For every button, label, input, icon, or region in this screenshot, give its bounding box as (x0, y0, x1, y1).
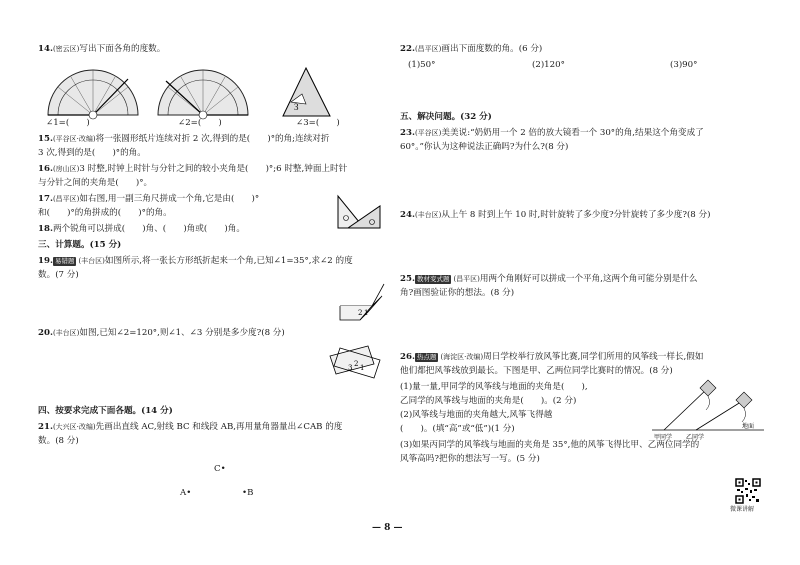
angle-label-2: 2 (354, 360, 359, 368)
student-yi-label: 乙同学 (686, 434, 705, 441)
ground-label: 地面 (742, 423, 755, 430)
angle-label-1: 1 (360, 364, 365, 372)
kite-figure (648, 378, 768, 440)
point-c: C• (214, 464, 226, 474)
hard-question-badge: 易错题 (54, 257, 75, 265)
angle-item-1: (1)50° (408, 60, 436, 70)
question-26-part-1b: 乙同学的风筝线与地面的夹角是( )。(2 分) (400, 396, 577, 406)
question-25: 25. 教材变式题 (昌平区)用两个角刚好可以拼成一个平角,这两个角可能分别是什么 (400, 274, 698, 284)
question-24: 24.(丰台区)从上午 8 时到上午 10 时,时针旋转了多少度?分针旋转了多少度?(8 分) (400, 210, 711, 220)
textbook-variant-badge: 教材变式题 (416, 275, 450, 283)
question-26-part-1a: (1)量一量,甲同学的风筝线与地面的夹角是( ), (400, 382, 588, 392)
question-20: 20.(丰台区)如图,已知∠2=120°,则∠1、∠3 分别是多少度?(8 分) (38, 328, 285, 338)
question-26: 26. 热点题 (海淀区·改编)周日学校举行放风筝比赛,同学们所用的风筝线一样长,假如 (400, 352, 704, 362)
section-3-heading: 三、计算题。(15 分) (38, 240, 122, 250)
question-26-part-2a: (2)风筝线与地面的夹角越大,风筝飞得越 (400, 410, 553, 420)
question-21: 21.(大兴区·改编)先画出直线 AC,射线 BC 和线段 AB,再用量角器量出∠CAB 的度 (38, 422, 343, 432)
angle-label-3: 3 (348, 364, 353, 372)
question-number: 14. (38, 44, 53, 54)
set-square-figure (334, 192, 384, 232)
question-18: 18.两个锐角可以拼成( )角、( )角或( )角。 (38, 224, 245, 234)
qr-code-label: 微课讲解 (730, 506, 755, 513)
question-26-part-2b: ( )。(填“高”或“低”)(1 分) (400, 424, 515, 434)
question-26-part-3b: 风筝高吗?把你的想法写一写。(5 分) (400, 454, 540, 464)
question-17-line-2: 和( )°的角拼成的( )°的角。 (38, 208, 172, 218)
question-22: 22.(昌平区)画出下面度数的角。(6 分) (400, 44, 543, 54)
angle-label-3: ∠3=( ) (296, 118, 340, 128)
question-26-part-3a: (3)如果丙同学的风筝线与地面的夹角是 35°,他的风筝飞得比甲、乙两位同学的 (400, 440, 700, 450)
page-number: — 8 — (372, 523, 403, 533)
protractor-figure-1 (46, 67, 141, 117)
question-15-line-2: 3 次,得到的是( )°的角。 (38, 148, 146, 158)
point-b: •B (242, 488, 254, 498)
svg-text:3: 3 (294, 102, 299, 112)
angle-label-2: ∠2=( ) (178, 118, 222, 128)
question-15: 15.(平谷区·改编)将一张圆形纸片连续对折 2 次,得到的是( )°的角;连续对折 (38, 134, 330, 144)
question-21-line-2: 数。(8 分) (38, 436, 79, 446)
point-a: A• (180, 488, 192, 498)
question-text: 写出下面各角的度数。 (79, 44, 166, 54)
question-16: 16.(房山区)3 时整,时钟上时针与分针之间的较小夹角是( )°;6 时整,钟面上时针 (38, 164, 348, 174)
question-23: 23.(平谷区)美美说:“奶奶用一个 2 倍的放大镜看一个 30°的角,结果这个角变成了 (400, 128, 704, 138)
folded-paper-figure (338, 282, 386, 322)
student-jia-label: 甲同学 (654, 434, 673, 441)
angle-item-2: (2)120° (532, 60, 565, 70)
crossed-strips-figure (328, 342, 384, 382)
question-25-line-2: 角?画图验证你的想法。(8 分) (400, 288, 515, 298)
question-23-line-2: 60°。”你认为这种说法正确吗?为什么?(8 分) (400, 142, 569, 152)
protractor-figure-2 (156, 67, 251, 117)
angle-label-1: 1 (364, 309, 369, 317)
triangle-ruler-figure (278, 64, 333, 119)
question-14 (38, 44, 165, 56)
question-26-line-2: 他们都把风筝线放到最长。下图是甲、乙两位同学比赛时的情况。(8 分) (400, 366, 673, 376)
angle-item-3: (3)90° (670, 60, 698, 70)
section-4-heading: 四、按要求完成下面各题。(14 分) (38, 406, 173, 416)
question-16-line-2: 与分针之间的夹角是( )°。 (38, 178, 153, 188)
section-5-heading: 五、解决问题。(32 分) (400, 112, 492, 122)
angle-label-2: 2 (358, 309, 363, 317)
question-source: (密云区) (52, 45, 80, 53)
angle-label-1: ∠1=( ) (46, 118, 90, 128)
question-19-line-2: 数。(7 分) (38, 270, 79, 280)
qr-code[interactable] (735, 478, 761, 504)
question-17: 17.(昌平区)如右图,用一副三角尺拼成一个角,它是由( )° (38, 194, 260, 204)
question-19: 19. 易错题 (丰台区)如图所示,将一张长方形纸折起来一个角,已知∠1=35°,求∠2 的度 (38, 256, 353, 266)
hot-topic-badge: 热点题 (416, 353, 437, 361)
